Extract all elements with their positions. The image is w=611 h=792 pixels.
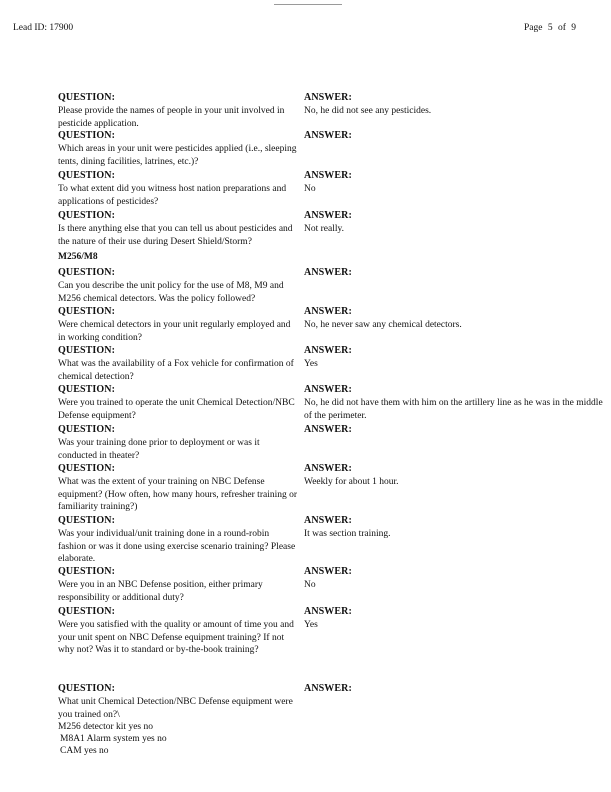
answer-text: Yes bbox=[304, 359, 318, 370]
question-block bbox=[58, 515, 298, 565]
answer-text: No, he never saw any chemical detectors. bbox=[304, 320, 462, 331]
answer-block bbox=[304, 424, 604, 437]
question-block bbox=[58, 306, 298, 344]
top-rule bbox=[274, 4, 342, 5]
answer-block bbox=[304, 384, 604, 422]
question-text: Is there anything else that you can tell us about pesticides and the nature of their use during Desert Shield/Storm? bbox=[58, 224, 293, 247]
question-label: QUESTION: bbox=[58, 345, 116, 356]
answer-label: ANSWER: bbox=[304, 566, 352, 577]
question-label: QUESTION: bbox=[58, 267, 116, 278]
answer-text: Yes bbox=[304, 620, 318, 631]
question-text: What was the extent of your training on NBC Defense equipment? (How often, how many hours, refresher training or familiarity training?) bbox=[58, 477, 298, 512]
answer-label: ANSWER: bbox=[304, 92, 352, 103]
answer-label: ANSWER: bbox=[304, 210, 352, 221]
answer-label: ANSWER: bbox=[304, 267, 352, 278]
answer-text: Weekly for about 1 hour. bbox=[304, 477, 399, 488]
question-label: QUESTION: bbox=[58, 130, 116, 141]
answer-text: No bbox=[304, 580, 316, 591]
answer-label: ANSWER: bbox=[304, 606, 352, 617]
question-text: What unit Chemical Detection/NBC Defense equipment were you trained on?\ bbox=[58, 697, 293, 720]
question-text: Please provide the names of people in your unit involved in pesticide application. bbox=[58, 106, 285, 129]
question-text: Which areas in your unit were pesticides applied (i.e., sleeping tents, dining facilities, latrines, etc.)? bbox=[58, 144, 297, 167]
answer-text: No, he did not have them with him on the artillery line as he was in the middle of the perimeter. bbox=[304, 398, 603, 421]
question-label: QUESTION: bbox=[58, 566, 116, 577]
question-label: QUESTION: bbox=[58, 384, 116, 395]
equipment-item: CAM yes no bbox=[60, 746, 109, 757]
question-label: QUESTION: bbox=[58, 606, 116, 617]
equipment-item: M256 detector kit yes no bbox=[58, 721, 153, 732]
question-block bbox=[58, 267, 298, 305]
answer-block bbox=[304, 566, 604, 592]
question-text: Was your individual/unit training done in a round-robin fashion or was it done using exercise scenario training? Please elaborate. bbox=[58, 529, 296, 564]
answer-block bbox=[304, 267, 604, 280]
question-text: Was your training done prior to deployment or was it conducted in theater? bbox=[58, 438, 260, 461]
question-label: QUESTION: bbox=[58, 170, 116, 181]
question-label: QUESTION: bbox=[58, 424, 116, 435]
lead-id: Lead ID: 17900 bbox=[13, 23, 74, 33]
question-text: Were chemical detectors in your unit regularly employed and in working condition? bbox=[58, 320, 291, 343]
question-block bbox=[58, 384, 298, 422]
question-label: QUESTION: bbox=[58, 515, 116, 526]
question-text: Were you satisfied with the quality or amount of time you and your unit spent on NBC Defense equipment training? If not why not? Was it to standard or by-the-book training? bbox=[58, 620, 294, 655]
question-label: QUESTION: bbox=[58, 463, 116, 474]
answer-label: ANSWER: bbox=[304, 515, 352, 526]
question-block bbox=[58, 130, 298, 168]
answer-block bbox=[304, 463, 604, 489]
question-text: What was the availability of a Fox vehicle for confirmation of chemical detection? bbox=[58, 359, 294, 382]
question-block bbox=[58, 170, 298, 208]
question-block bbox=[58, 345, 298, 383]
question-block bbox=[58, 566, 298, 604]
answer-label: ANSWER: bbox=[304, 424, 352, 435]
answer-label: ANSWER: bbox=[304, 345, 352, 356]
question-block bbox=[58, 210, 298, 248]
answer-block bbox=[304, 515, 604, 541]
answer-text: No, he did not see any pesticides. bbox=[304, 106, 432, 117]
answer-block bbox=[304, 92, 604, 118]
equipment-item: M8A1 Alarm system yes no bbox=[60, 734, 167, 745]
answer-label: ANSWER: bbox=[304, 384, 352, 395]
answer-block bbox=[304, 306, 604, 332]
answer-label: ANSWER: bbox=[304, 130, 352, 141]
answer-label: ANSWER: bbox=[304, 306, 352, 317]
answer-text: No bbox=[304, 184, 316, 195]
answer-label: ANSWER: bbox=[304, 463, 352, 474]
question-block bbox=[58, 92, 298, 130]
answer-block bbox=[304, 606, 604, 632]
answer-text: It was section training. bbox=[304, 529, 391, 540]
section-heading: M256/M8 bbox=[58, 252, 98, 262]
answer-block bbox=[304, 210, 604, 236]
answer-block bbox=[304, 170, 604, 196]
page-number: Page 5 of 9 bbox=[524, 23, 577, 33]
question-text: Were you trained to operate the unit Chemical Detection/NBC Defense equipment? bbox=[58, 398, 295, 421]
answer-block bbox=[304, 345, 604, 371]
question-block bbox=[58, 683, 298, 758]
question-text: Were you in an NBC Defense position, either primary responsibility or additional duty? bbox=[58, 580, 263, 603]
answer-label: ANSWER: bbox=[304, 170, 352, 181]
question-label: QUESTION: bbox=[58, 683, 116, 694]
question-block bbox=[58, 606, 298, 656]
question-text: Can you describe the unit policy for the use of M8, M9 and M256 chemical detectors. Was the policy followed? bbox=[58, 281, 284, 304]
question-label: QUESTION: bbox=[58, 210, 116, 221]
question-text: To what extent did you witness host nation preparations and applications of pesticides? bbox=[58, 184, 287, 207]
answer-text: Not really. bbox=[304, 224, 345, 235]
question-label: QUESTION: bbox=[58, 92, 116, 103]
question-label: QUESTION: bbox=[58, 306, 116, 317]
answer-block bbox=[304, 130, 604, 143]
question-block bbox=[58, 463, 298, 513]
answer-label: ANSWER: bbox=[304, 683, 352, 694]
question-block bbox=[58, 424, 298, 462]
answer-block bbox=[304, 683, 604, 696]
